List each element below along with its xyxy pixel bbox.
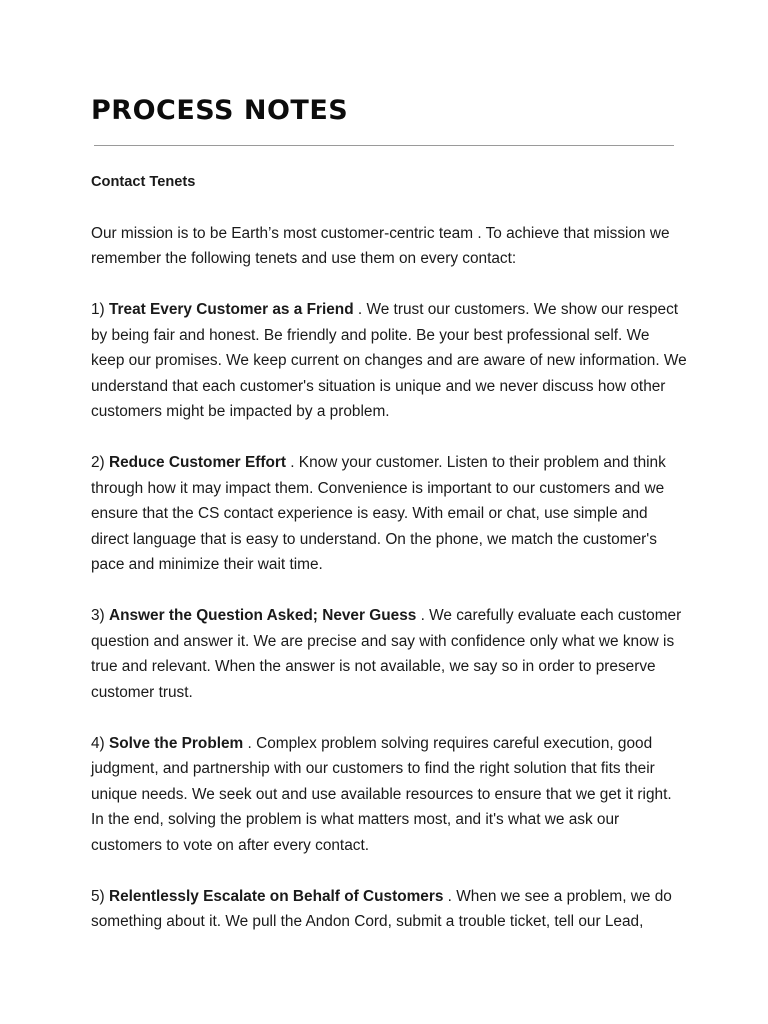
tenet-text: . When we see a problem, we do something about it. We pull the Andon Cord, submit a trouble ticket, tell our Lead,: [91, 887, 672, 930]
tenet-name: Answer the Question Asked; Never Guess: [108, 607, 417, 624]
page-title: PROCESS NOTES: [91, 95, 349, 126]
tenet-name: Reduce Customer Effort: [108, 454, 286, 471]
title-divider: [94, 145, 674, 146]
tenet-paragraph: [91, 603, 687, 705]
tenet-paragraph: [91, 884, 687, 935]
tenet-paragraph: [91, 297, 687, 425]
tenet-number: 2): [91, 454, 109, 471]
tenet-text: . We trust our customers. We show our respect by being fair and honest. Be friendly and polite. Be your best professional self. We keep our promises. We keep current on changes and are aware of new information. We understand that each customer's situation is unique and we never discuss how other customers might be impacted by a problem.: [91, 301, 687, 420]
tenet-number: 1): [91, 301, 109, 318]
tenet-name: Relentlessly Escalate on Behalf of Customers: [108, 887, 444, 905]
document-body: [91, 170, 687, 960]
tenet-text: . Complex problem solving requires careful execution, good judgment, and partnership with our customers to find the right solution that fits their unique needs. We seek out and use available resources to ensure that we get it right. In the end, solving the problem is what matters most, and it's what we ask our customers to vote on after every contact.: [91, 734, 672, 854]
tenet-name: Treat Every Customer as a Friend: [108, 301, 354, 318]
intro-paragraph: Our mission is to be Earth’s most customer-centric team . To achieve that mission we remember the following tenets and use them on every contact:: [91, 224, 670, 267]
tenet-paragraph: [91, 450, 687, 578]
tenet-text: . We carefully evaluate each customer question and answer it. We are precise and say with confidence only what we know is true and relevant. When the answer is not available, we say so in order to preserve customer trust.: [91, 607, 682, 701]
tenet-name: Solve the Problem: [108, 734, 244, 752]
tenet-number: 3): [91, 607, 109, 624]
tenet-number: 4): [91, 734, 109, 752]
tenet-paragraph: [91, 731, 687, 859]
tenet-number: 5): [91, 887, 109, 905]
section-heading: Contact Tenets: [91, 174, 196, 190]
tenet-text: . Know your customer. Listen to their problem and think through how it may impact them. Convenience is important to our customers and we ensure that the CS contact experience is easy. With email or chat, use simple and direct language that is easy to understand. On the phone, we match the customer's pace and minimize their wait time.: [91, 454, 666, 573]
